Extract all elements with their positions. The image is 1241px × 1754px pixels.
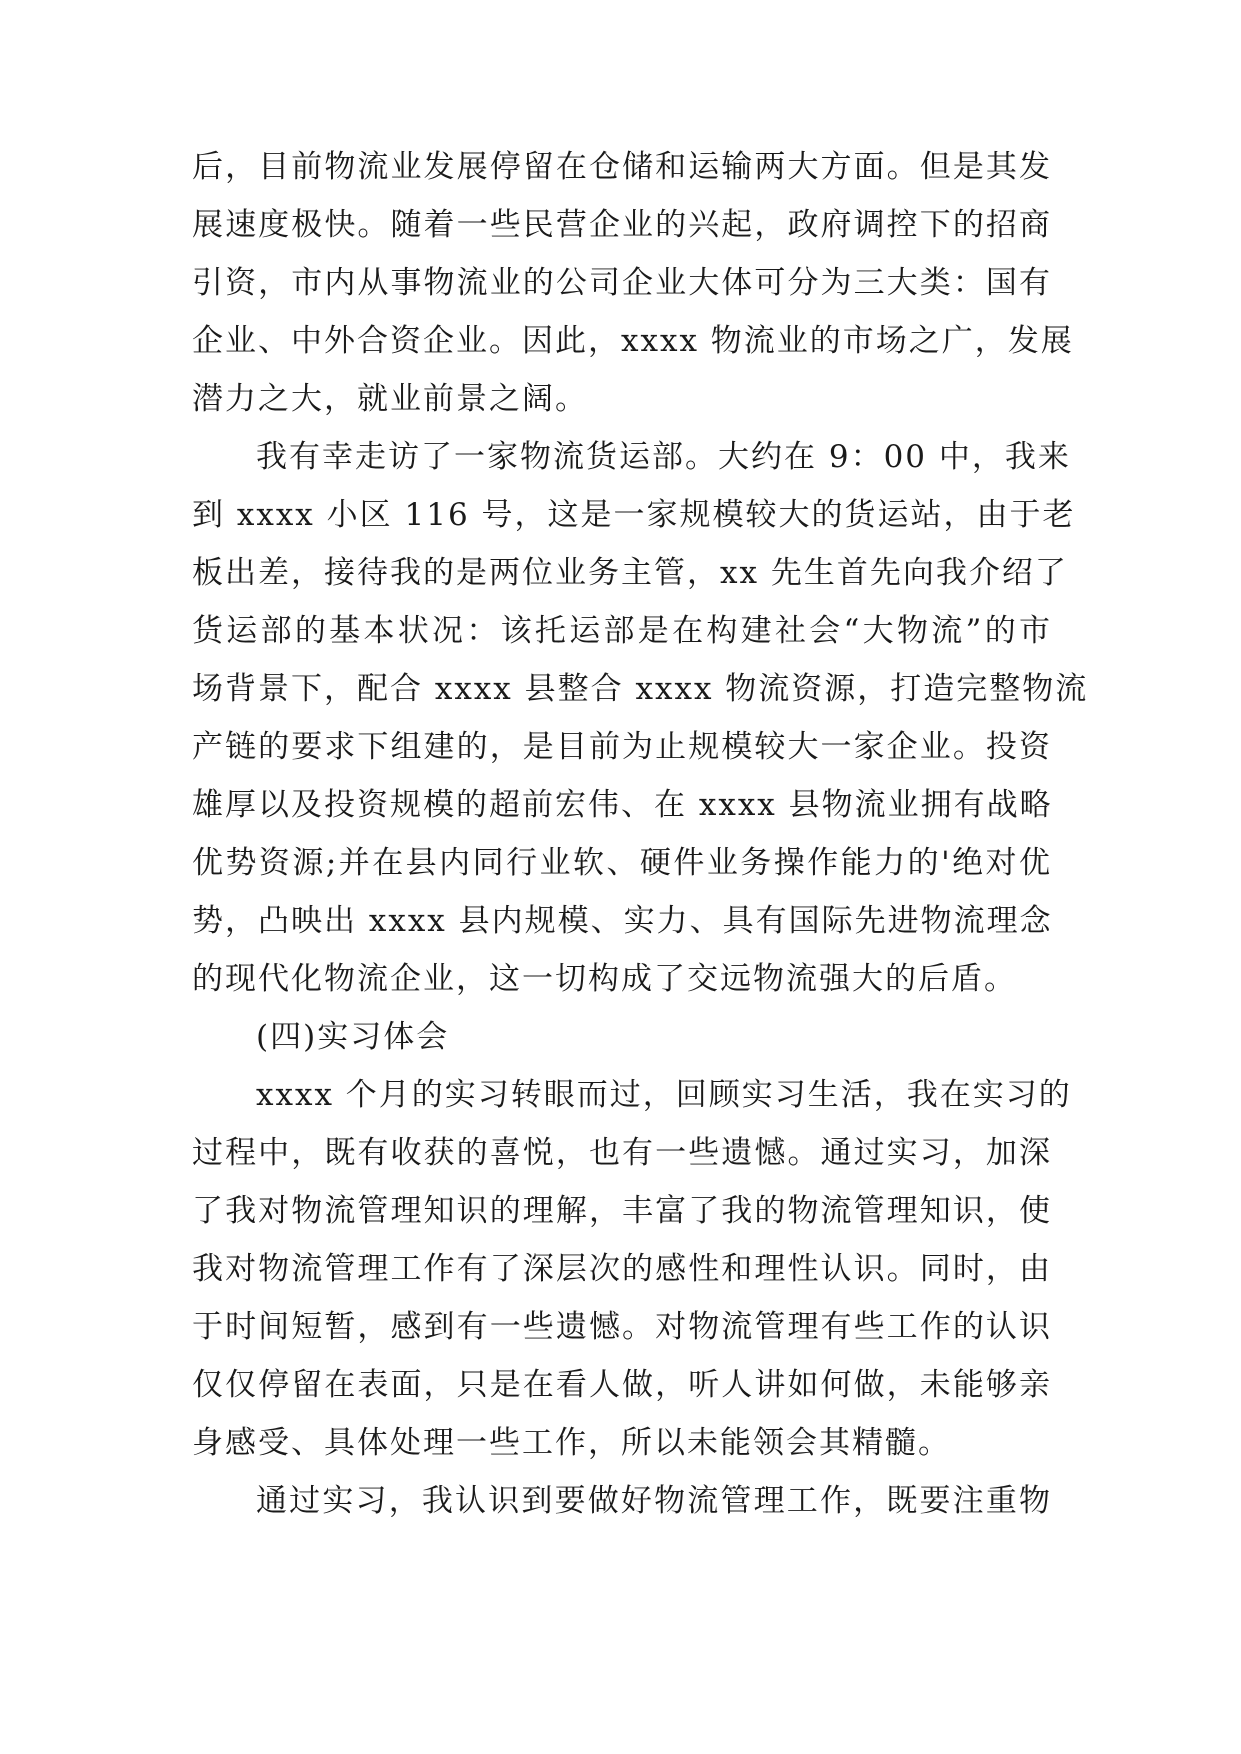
text-line: 雄厚以及投资规模的超前宏伟、在 xxxx 县物流业拥有战略 (192, 787, 1053, 823)
text-line: 于时间短暂，感到有一些遗憾。对物流管理有些工作的认识 (192, 1309, 1052, 1345)
paragraph-first-line: 我有幸走访了一家物流货运部。大约在 9：00 中，我来 (256, 439, 1071, 475)
text-line: 的现代化物流企业，这一切构成了交远物流强大的后盾。 (192, 961, 1017, 997)
text-line: 引资，市内从事物流业的公司企业大体可分为三大类：国有 (192, 265, 1052, 301)
text-line: 了我对物流管理知识的理解，丰富了我的物流管理知识，使 (192, 1193, 1052, 1229)
text-line: 过程中，既有收获的喜悦，也有一些遗憾。通过实习，加深 (192, 1135, 1052, 1171)
text-line: 我对物流管理工作有了深层次的感性和理性认识。同时，由 (192, 1251, 1052, 1287)
section-heading: (四)实习体会 (256, 1019, 450, 1055)
text-line: 优势资源;并在县内同行业软、硬件业务操作能力的'绝对优 (192, 845, 1052, 881)
text-line: 仅仅停留在表面，只是在看人做，听人讲如何做，未能够亲 (192, 1367, 1052, 1403)
text-line: 势，凸映出 xxxx 县内规模、实力、具有国际先进物流理念 (192, 903, 1053, 939)
paragraph-first-line: 通过实习，我认识到要做好物流管理工作，既要注重物 (256, 1483, 1052, 1519)
text-line: 货运部的基本状况：该托运部是在构建社会“大物流”的市 (192, 613, 1052, 649)
text-line: 到 xxxx 小区 116 号，这是一家规模较大的货运站，由于老 (192, 497, 1076, 533)
text-line: 身感受、具体处理一些工作，所以未能领会其精髓。 (192, 1425, 951, 1461)
text-line: 板出差，接待我的是两位业务主管，xx 先生首先向我介绍了 (192, 555, 1068, 591)
document-body (192, 138, 1089, 1530)
text-line: 后，目前物流业发展停留在仓储和运输两大方面。但是其发 (192, 149, 1052, 185)
text-line: 场背景下，配合 xxxx 县整合 xxxx 物流资源，打造完整物流 (192, 671, 1089, 707)
text-line: 展速度极快。随着一些民营企业的兴起，政府调控下的招商 (192, 207, 1052, 243)
paragraph-first-line: xxxx 个月的实习转眼而过，回顾实习生活，我在实习的 (256, 1077, 1072, 1113)
text-line: 产链的要求下组建的，是目前为止规模较大一家企业。投资 (192, 729, 1052, 765)
text-line: 潜力之大，就业前景之阔。 (192, 381, 588, 417)
text-line: 企业、中外合资企业。因此，xxxx 物流业的市场之广，发展 (192, 323, 1074, 359)
